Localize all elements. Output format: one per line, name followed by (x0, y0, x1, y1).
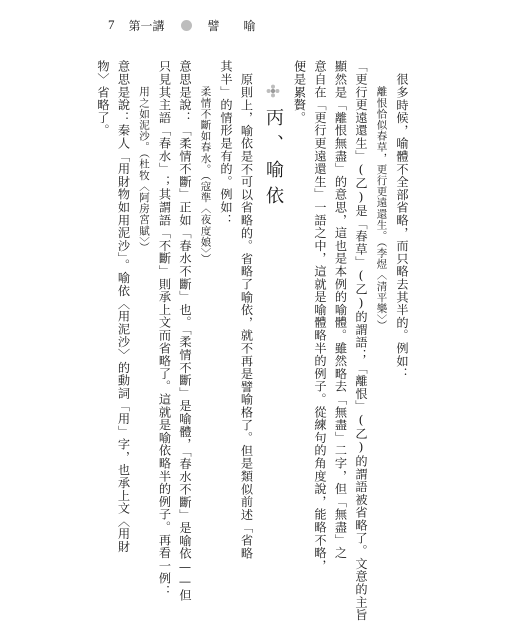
quote-line: 用之如泥沙。（杜牧〈阿房宮賦〉） (138, 86, 150, 254)
text-line: 物〉省略了。 (96, 60, 110, 137)
section-heading (263, 60, 284, 465)
text-line: 意自在「更行更遠還生」一語之中，這就是喻體略半的例子。從練句的角度說，能略不略， (313, 60, 327, 572)
section-heading-text: 丙、喻依 (263, 108, 284, 212)
text-line: 便是累贅。 (292, 60, 307, 124)
text-line: 「更行更遠還生」(乙)是「春草」(乙)的謂語；「離恨」(乙)的謂語被省略了。文意的主旨 (354, 60, 368, 621)
running-header (108, 14, 262, 36)
page-number: 7 (108, 17, 115, 32)
vertical-body-text (96, 60, 412, 621)
chapter-label: 第一講 (128, 18, 165, 33)
text-line: 只見其主語「春水」；其謂語「不斷」則承上文而省略了。這就是喻依略半的例子。再看一例： (157, 60, 172, 598)
flower-ornament-icon (266, 84, 280, 98)
text-line: 意思是說：「柔情不斷」正如「春水不斷」也。「柔情不斷」是喻體，「春水不斷」是喻依——但 (178, 60, 192, 602)
text-line: 原則上，喻依是不可以省略的。省略了喻依，就不再是譬喻格了。但是類似前述「省略 (239, 73, 254, 560)
text-line: 其半」的情形是有的。例如： (219, 60, 233, 227)
bullet-circle-icon (181, 20, 192, 31)
quote-line: 柔情不斷如春水。（寇準〈夜度娘〉） (199, 86, 212, 265)
text-line: 顯然是「離恨無盡」的意思，這也是本例的喻體。雖然略去「無盡」二字，但「無盡」之 (333, 60, 348, 560)
quote-line: 離恨恰似春草，更行更遠還生。（李煜〈清平樂〉） (375, 86, 388, 331)
text-line: 很多時候，喻體不全部省略，而只略去其半的。例如： (395, 73, 409, 381)
chapter-title: 譬 喻 (207, 18, 262, 33)
text-line: 意思是說：秦人「用財物如用泥沙」。喻依〈用泥沙〉的動詞「用」字，也承上文〈用財 (116, 60, 131, 554)
